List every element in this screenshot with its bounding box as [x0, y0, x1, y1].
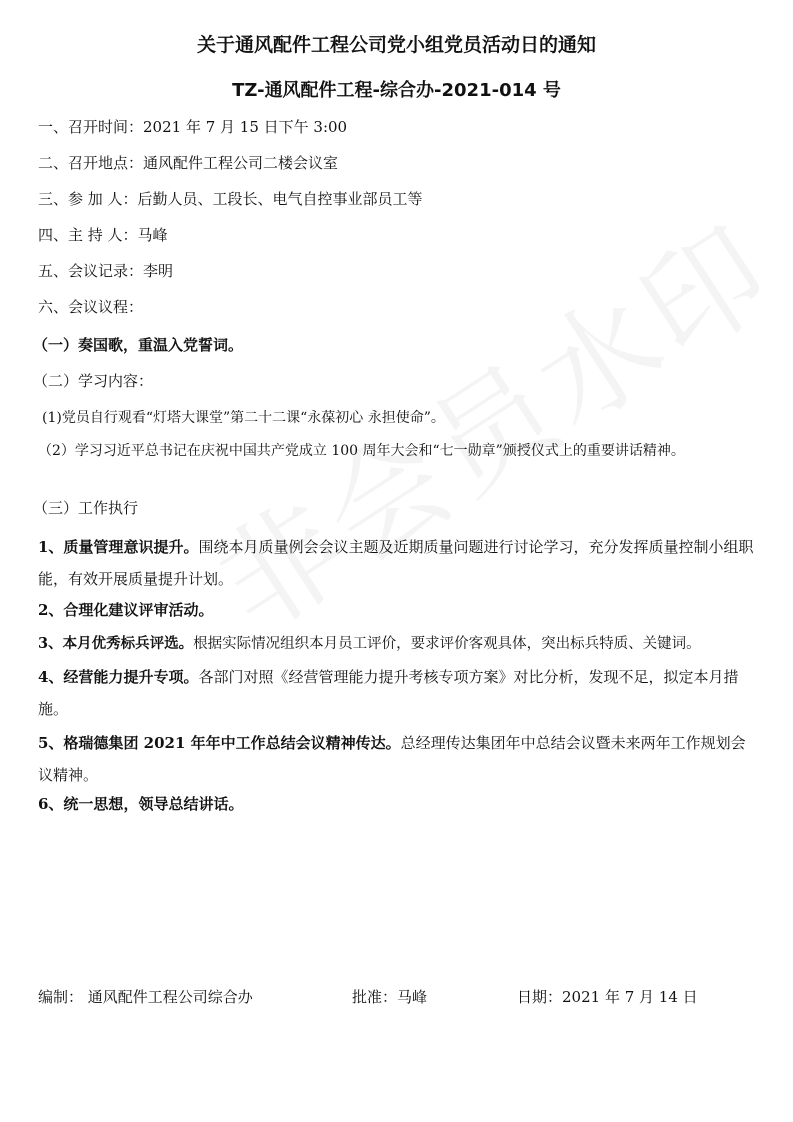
work-item-6 [38, 789, 758, 819]
work-item-5 [38, 727, 758, 791]
study-item-2: （2）学习习近平总书记在庆祝中国共产党成立 100 周年大会和“七一勋章”颁授仪式上的重要讲话精神。 [38, 443, 685, 459]
work-item-4-body: 各部门对照《经营管理能力提升考核专项方案》对比分析，发现不足，拟定本月措施。 [38, 668, 739, 718]
work-item-3-body: 根据实际情况组织本月员工评价，要求评价客观具体，突出标兵特质、关键词。 [193, 636, 701, 652]
agenda-part-2: （二）学习内容： [33, 372, 154, 390]
meeting-time: 一、召开时间：2021 年 7 月 15 日下午 3:00 [38, 118, 348, 136]
agenda-heading: 六、会议议程： [38, 298, 144, 316]
work-item-3 [38, 629, 758, 659]
work-item-2-head: 2、合理化建议评审活动。 [38, 601, 214, 619]
work-item-1 [38, 531, 758, 595]
work-item-5-head: 5、格瑞德集团 2021 年年中工作总结会议精神传达。 [38, 734, 401, 752]
agenda-part-3: （三）工作执行 [33, 499, 139, 517]
work-item-3-head: 3、本月优秀标兵评选。 [38, 635, 194, 652]
meeting-host: 四、主 持 人：马峰 [38, 226, 168, 244]
meeting-participants: 三、参 加 人：后勤人员、工段长、电气自控事业部员工等 [38, 190, 423, 208]
work-item-4-head: 4、经营能力提升专项。 [38, 668, 199, 686]
study-item-1: (1)党员自行观看“灯塔大课堂”第二十二课“永葆初心 永担使命”。 [42, 410, 445, 426]
agenda-part-1: （一）奏国歌，重温入党誓词。 [33, 336, 244, 354]
work-item-5-body: 总经理传达集团年中总结会议暨未来两年工作规划会议精神。 [38, 734, 746, 784]
work-item-1-head: 1、质量管理意识提升。 [38, 538, 199, 556]
work-item-4 [38, 661, 758, 725]
document-number: TZ-通风配件工程-综合办-2021-014 号 [232, 80, 561, 101]
footer-approver: 批准：马峰 [352, 988, 428, 1006]
work-item-1-body: 围绕本月质量例会会议主题及近期质量问题进行讨论学习，充分发挥质量控制小组职能，有效开展质量提升计划。 [38, 538, 754, 588]
meeting-recorder: 五、会议记录：李明 [38, 262, 174, 280]
work-item-6-head: 6、统一思想，领导总结讲话。 [38, 795, 244, 813]
work-item-2 [38, 595, 758, 625]
document-title: 关于通风配件工程公司党小组党员活动日的通知 [196, 34, 596, 56]
footer-date: 日期：2021 年 7 月 14 日 [517, 988, 698, 1006]
footer-editor: 编制： 通风配件工程公司综合办 [38, 988, 253, 1006]
meeting-location: 二、召开地点：通风配件工程公司二楼会议室 [38, 154, 339, 172]
